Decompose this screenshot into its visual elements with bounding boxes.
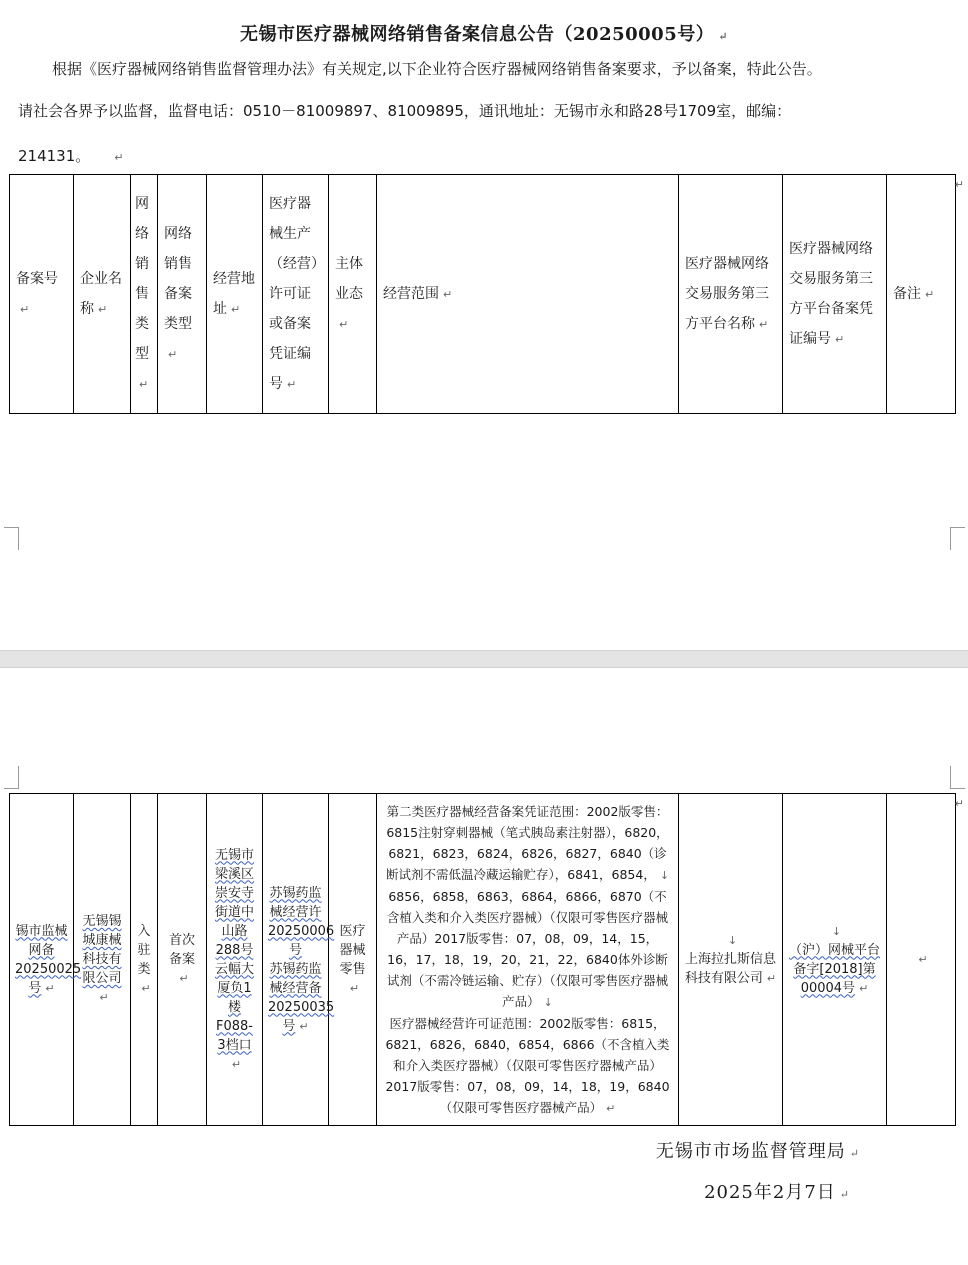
row-end-mark: ↵ <box>954 797 964 810</box>
scope-paragraph: 第二类医疗器械经营备案凭证范围：2002版零售：6815注射穿刺器械（笔式胰岛素注射器），6820，6821，6823，6824，6826，6827，6840（诊断试剂不需低温冷藏运输贮存），6841，6854， <box>385 803 669 882</box>
cell-platform-record-no: ↓ （沪）网械平台备字[2018]第00004号 ↵ <box>783 794 887 1126</box>
record-table-header <box>9 174 956 414</box>
cell-business-form: 医疗器械零售↵ <box>329 794 377 1126</box>
cell-company-name: 无锡锡城康械科技有限公司↵ <box>74 794 131 1126</box>
document-title: 无锡市医疗器械网络销售备案信息公告（20250005号） ↵ <box>240 24 728 45</box>
issue-date: 2025年2月7日 ↵ <box>704 1182 850 1203</box>
scope-paragraph: 医疗器械经营许可证范围：2002版零售：6815，6821，6826，6840，6854，6866（不含植入类和介入类医疗器械）（仅限可零售医疗器械产品）2017版零售：07，08，09，14，18，19，6840（仅限可零售医疗器械产品） <box>385 1015 670 1115</box>
page-corner-mark <box>950 766 965 789</box>
header-remarks: 备注 ↵ <box>887 175 956 414</box>
table-row <box>10 794 956 1126</box>
cell-license-no: 苏锡药监械经营许20250006号 苏锡药监械经营备20250035号 ↵ <box>263 794 329 1126</box>
intro-paragraph-line-2: 请社会各界予以监督，监督电话：0510－81009897、81009895，通讯地址：无锡市永和路28号1709室，邮编： <box>18 102 792 120</box>
cell-address: 无锡市梁溪区崇安寺街道中山路288号云幅大厦负1楼F088-3档口↵ <box>207 794 263 1126</box>
issuer-name: 无锡市市场监督管理局 ↵ <box>655 1141 860 1162</box>
page-corner-mark <box>4 766 19 789</box>
cell-sales-type: 入驻类↵ <box>131 794 158 1126</box>
header-sales-type: 网络销售类型↵ <box>131 175 158 414</box>
header-record-type: 网络销售 备案类型↵ <box>158 175 207 414</box>
scope-paragraph: 6856，6858，6863，6864，6866，6870（不含植入类和介入类医疗器械）（仅限可零售医疗器械产品）2017版零售：07，08，09，14，15，16，17，18，19，20，21，22，6840体外诊断试剂（不需冷链运输、贮存）（仅限可零售医疗器械产品） <box>386 888 669 1009</box>
header-company-name: 企业名称 ↵ <box>74 175 131 414</box>
header-license-no: 医疗器械生产（经营）许可证或备案凭证编号 ↵ <box>263 175 329 414</box>
cell-platform-name: ↓ 上海拉扎斯信息科技有限公司 ↵ <box>679 794 783 1126</box>
page-corner-mark <box>4 527 19 550</box>
record-table-body <box>9 793 956 1126</box>
header-business-form: 主体业态↵ <box>329 175 377 414</box>
row-end-mark: ↵ <box>954 178 964 191</box>
page-corner-mark <box>950 527 965 550</box>
header-address: 经营地址 ↵ <box>207 175 263 414</box>
cell-scope: 第二类医疗器械经营备案凭证范围：2002版零售：6815注射穿刺器械（笔式胰岛素注射器），6820，6821，6823，6824，6826，6827，6840（诊断试剂不需低温冷藏运输贮存），6841，6854， ↓ 6856，6858，6863，6864，6866，6870（不含植入类和介入类医疗器械）（仅限可零售医疗器械产品）2017版零售：07，08，09，14，15，16，17，18，19，20，21，22，6840体外诊断试剂（不需冷链运输、贮存）（仅限可零售医疗器械产品） ↓ 医疗器械经营许可证范围：2002版零售：6815，6821，6826，6840，6854，6866（不含植入类和介入类医疗器械）（仅限可零售医疗器械产品）2017版零售：07，08，09，14，18，19，6840（仅限可零售医疗器械产品） ↵ <box>377 794 679 1126</box>
header-record-no: 备案号↵ <box>10 175 74 414</box>
header-platform-record-no: 医疗器械网络交易服务第三方平台备案凭证编号 ↵ <box>783 175 887 414</box>
header-scope: 经营范围 ↵ <box>377 175 679 414</box>
cell-remarks: ↵ <box>887 794 956 1126</box>
intro-paragraph-line-1: 根据《医疗器械网络销售监督管理办法》有关规定,以下企业符合医疗器械网络销售备案要求，予以备案，特此公告。 <box>52 60 822 78</box>
cell-record-no: 锡市监械网备20250025号 ↵ <box>10 794 74 1126</box>
intro-paragraph-line-3: 214131。 ↵ <box>18 147 124 165</box>
page-break-gap <box>0 650 968 668</box>
header-platform-name: 医疗器械网络交易服务第三方平台名称 ↵ <box>679 175 783 414</box>
cell-record-type: 首次备案↵ <box>158 794 207 1126</box>
